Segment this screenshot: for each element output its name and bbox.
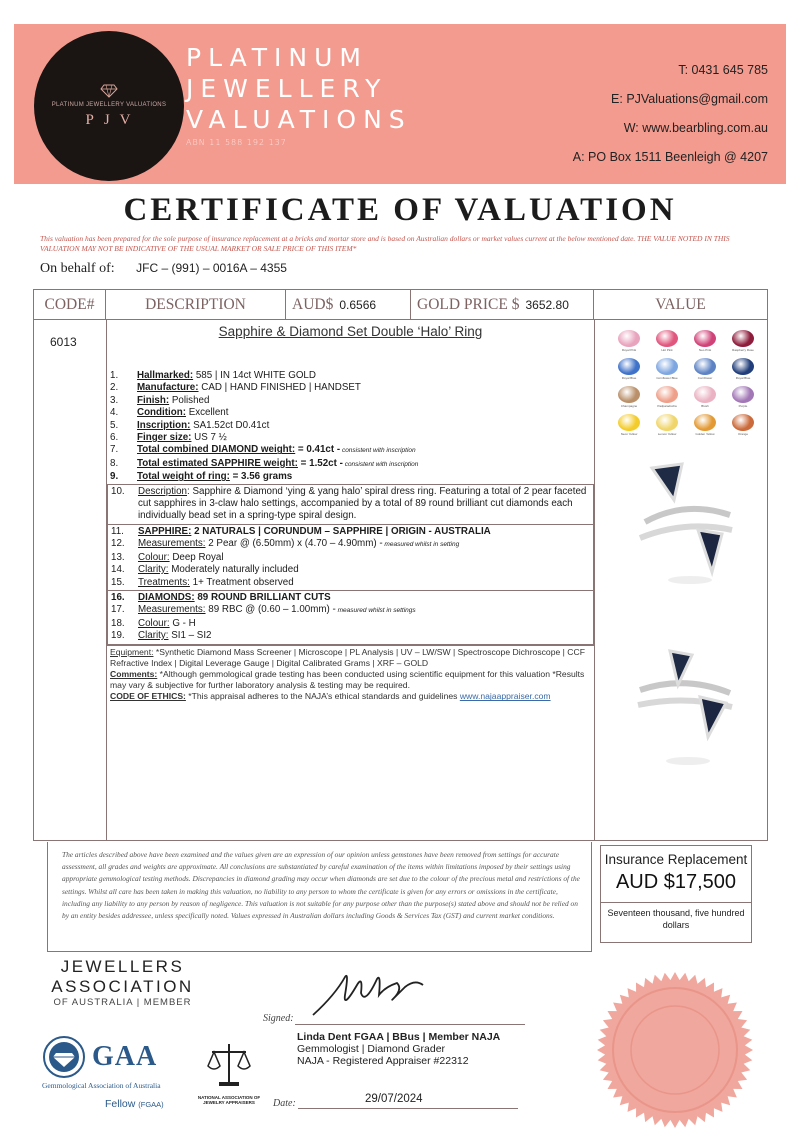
detail-row: 14. Clarity: Moderately naturally included xyxy=(111,564,299,576)
valuation-disclaimer: This valuation has been prepared for the sole purpose of insurance replacement at a bricks and mortar store and is based on Australian dollars or market values current at the below mentioned date. THE VALUE NOTED IN THIS VALUATION MAY NOT BE INDICATIVE OF THE USUAL MARKET OR SALE PRICE OF THIS ITEM* xyxy=(40,234,730,253)
item-details xyxy=(107,370,594,703)
insurance-replacement-box xyxy=(600,845,752,943)
comments-text: *Although gemmological grade testing has been conducted using scientific equipment for this valuation *Results may vary & subjective for further laboratory analysis & testing may be required. xyxy=(110,668,585,691)
certificate-title: CERTIFICATE OF VALUATION xyxy=(123,192,677,228)
detail-row: 13. Colour: Deep Royal xyxy=(111,551,224,563)
gem-swatch xyxy=(692,414,718,436)
detail-row: 15. Treatments: 1+ Treatment observed xyxy=(111,576,294,588)
gem-swatch xyxy=(692,358,718,380)
jaa-line2: ASSOCIATION xyxy=(51,977,194,996)
signed-label: Signed: xyxy=(263,1013,294,1024)
header-code: CODE# xyxy=(34,290,106,319)
gem-label: Cornflower xyxy=(697,376,713,380)
signatory-role: Gemmologist | Diamond Grader xyxy=(297,1043,446,1056)
header-aud xyxy=(286,290,411,319)
naja-link[interactable]: www.najaappraiser.com xyxy=(459,691,551,702)
header-gold-value: 3652.80 xyxy=(525,297,569,312)
sapphire-section xyxy=(107,525,594,591)
gem-swatch xyxy=(692,386,718,408)
gem-stone-icon xyxy=(656,358,678,375)
gem-row xyxy=(616,386,756,408)
gem-label: Raspberry Rose xyxy=(732,348,754,352)
gem-swatch xyxy=(616,358,642,380)
detail-row: 11. SAPPHIRE: 2 NATURALS | CORUNDUM – SAPPHIRE | ORIGIN - AUSTRALIA xyxy=(111,525,491,537)
ethics-text: *This appraisal adheres to the NAJA’s ethical standards and guidelines xyxy=(185,691,460,702)
description-row: 10. Description: Sapphire & Diamond ‘ying & yang halo’ spiral dress ring. Featuring a total of 2 pear faceted cut sapphires in 3-claw halo settings, accompanied by a total of 89 round brilliant cut diamonds each individually bead set in a spring-type spiral design. xyxy=(107,484,594,525)
gem-swatch xyxy=(730,330,756,352)
detail-row: 8. Total estimated SAPPHIRE weight: = 1.52ct - consistent with inscription xyxy=(110,457,419,469)
date-value: 29/07/2024 xyxy=(365,1093,423,1105)
company-seal xyxy=(575,955,785,1135)
jaa-line1: JEWELLERS xyxy=(60,957,185,976)
gem-stone-icon xyxy=(656,414,678,431)
logo-initials: PJV xyxy=(85,111,141,128)
gaa-emblem-icon xyxy=(42,1035,86,1079)
fellow-suffix: (FGAA) xyxy=(138,1100,164,1109)
detail-row: 18. Colour: G - H xyxy=(111,617,196,629)
gem-label: Padparadscha xyxy=(657,404,677,408)
behalf-label: On behalf of: xyxy=(40,261,115,276)
ethics-label: CODE OF ETHICS: xyxy=(110,691,186,702)
detail-row: 12. Measurements: 2 Pear @ (6.50mm) x (4.70 – 4.90mm) - measured whilst in setting xyxy=(111,538,460,550)
date-label: Date: xyxy=(273,1098,296,1109)
phone: T: 0431 645 785 xyxy=(678,63,768,77)
equipment-text: *Synthetic Diamond Mass Screener | Microscope | PL Analysis | UV – LW/SW | Spectroscope Dichroscope | CCF Refractive Index | Digital Leverage Gauge | Digital Calibrated Grams | XRF – GOLD xyxy=(110,646,585,668)
brand-line-1: PLATINUM xyxy=(186,43,368,72)
sapphire-colour-chart xyxy=(616,330,756,442)
gem-label: Royal Blue xyxy=(735,376,751,380)
header-banner xyxy=(14,24,786,184)
detail-row: 17. Measurements: 89 RBC @ (0.60 – 1.00mm) - measured whilst in settings xyxy=(111,604,416,616)
contact-block xyxy=(573,56,768,172)
gem-stone-icon xyxy=(694,386,716,403)
diamond-section xyxy=(107,591,594,645)
gem-swatch xyxy=(730,414,756,436)
value-divider xyxy=(594,320,595,840)
on-behalf-of xyxy=(40,261,287,277)
gaa-abbr: GAA xyxy=(92,1041,158,1072)
abn-number: ABN 11 588 192 137 xyxy=(186,138,287,147)
gem-swatch xyxy=(654,414,680,436)
detail-row: 6. Finger size: US 7 ½ xyxy=(110,432,227,444)
gem-stone-icon xyxy=(656,386,678,403)
gem-row xyxy=(616,414,756,436)
legal-statement: The articles described above have been examined and the values given are an expression of our opinion unless gemstones have been removed from settings for accurate assessment, all grades and weights are approximate. All conclusions are substantiated by careful examination of the items within limitations imposed by their settings using appropriate gemmological testing methods. Discrepancies in diamond grading may occur when diamonds are set due to the colour of the precious metal and restrictions of the settings. Whilst all care has been taken in making this valuation, no liability to any person to whom the certificate is given for any errors or omissions in the certificate, including any liability to any person by reason of negligence. This valuation is not suitable for any purpose other than the purpose(s) stated above and should not be relied on by an entity besides addressee, unless specifically noted. Values expressed in Australian dollars including Goods & Services Tax (GST) and current market conditions. xyxy=(62,850,580,921)
detail-row: 2. Manufacture: CAD | HAND FINISHED | HANDSET xyxy=(110,382,361,394)
insurance-heading: Insurance Replacement xyxy=(604,852,748,867)
signature-line xyxy=(295,1024,525,1025)
behalf-value: JFC – (991) – 0016A – 4355 xyxy=(136,261,287,275)
gem-stone-icon xyxy=(694,330,716,347)
naja-text: NATIONAL ASSOCIATION OF JEWELRY APPRAISERS xyxy=(197,1095,261,1105)
gem-label: Orange xyxy=(737,432,748,436)
detail-row: 9. Total weight of ring: = 3.56 grams xyxy=(110,471,293,483)
insurance-amount: AUD $17,500 xyxy=(615,871,737,893)
gem-label: Royal Blue xyxy=(621,376,637,380)
gem-swatch xyxy=(616,386,642,408)
equipment-label: Equipment: xyxy=(110,646,154,657)
header-description: DESCRIPTION xyxy=(106,290,286,319)
logo-small-text: PLATINUM JEWELLERY VALUATIONS xyxy=(51,101,167,108)
gem-stone-icon xyxy=(618,414,640,431)
address: A: PO Box 1511 Beenleigh @ 4207 xyxy=(572,150,768,164)
gem-stone-icon xyxy=(694,414,716,431)
gem-label: Blush xyxy=(701,404,709,408)
signatory xyxy=(297,1031,500,1068)
item-title: Sapphire & Diamond Set Double ‘Halo’ Ring xyxy=(218,324,483,339)
fellow-badge xyxy=(105,1098,164,1110)
header-aud-label: AUD$ xyxy=(292,295,334,313)
insurance-amount-words: Seventeen thousand, five hundred dollars xyxy=(601,902,751,931)
website: W: www.bearbling.com.au xyxy=(623,121,768,135)
gem-label: Cornflower Blue xyxy=(656,376,678,380)
gem-stone-icon xyxy=(732,386,754,403)
signature xyxy=(305,965,435,1025)
header-gold-label: GOLD PRICE $ xyxy=(417,295,520,313)
header-gold-price xyxy=(411,290,594,319)
signatory-registration: NAJA - Registered Appraiser #22312 xyxy=(297,1055,469,1068)
brand-line-3: VALUATIONS xyxy=(186,105,412,134)
detail-row: 5. Inscription: SA1.52ct D0.41ct xyxy=(110,419,270,431)
gem-swatch xyxy=(654,330,680,352)
gem-stone-icon xyxy=(694,358,716,375)
email: E: PJValuations@gmail.com xyxy=(611,92,768,106)
valuation-table xyxy=(33,289,768,841)
brand-line-2: JEWELLERY xyxy=(186,74,388,103)
gem-swatch xyxy=(616,330,642,352)
ring-photo-side xyxy=(630,645,740,770)
brand-name xyxy=(186,42,412,147)
equipment-notes xyxy=(107,645,594,703)
gem-label: Neon Yellow xyxy=(620,432,638,436)
gem-stone-icon xyxy=(656,330,678,347)
gem-stone-icon xyxy=(618,386,640,403)
detail-row: 16. DIAMONDS: 89 ROUND BRILLIANT CUTS xyxy=(111,591,331,603)
gem-stone-icon xyxy=(732,414,754,431)
header-aud-value: 0.6566 xyxy=(339,297,377,312)
gem-label: Golden Yellow xyxy=(695,432,715,436)
item-code: 6013 xyxy=(50,335,77,349)
detail-row: 4. Condition: Excellent xyxy=(110,407,229,419)
gem-stone-icon xyxy=(732,330,754,347)
gem-swatch xyxy=(616,414,642,436)
gem-row xyxy=(616,358,756,380)
diamond-icon xyxy=(100,84,118,98)
naja-logo xyxy=(188,1040,270,1105)
gem-stone-icon xyxy=(732,358,754,375)
comments-label: Comments: xyxy=(110,668,158,679)
gaa-logo xyxy=(42,1035,182,1090)
gem-label: Champagne xyxy=(620,404,638,408)
gem-label: Lemon Yellow xyxy=(657,432,677,436)
fellow-label: Fellow xyxy=(105,1098,136,1110)
gem-swatch xyxy=(730,386,756,408)
gaa-full-name: Gemmological Association of Australia xyxy=(42,1081,161,1090)
gem-swatch xyxy=(730,358,756,380)
ring-photo-front xyxy=(630,460,740,590)
gem-label: Neo Pink xyxy=(698,348,712,352)
jaa-logo xyxy=(40,957,205,1008)
gem-swatch xyxy=(654,386,680,408)
header-value: VALUE xyxy=(655,295,706,313)
table-header xyxy=(34,290,767,320)
detail-row: 3. Finish: Polished xyxy=(110,394,210,406)
gem-swatch xyxy=(692,330,718,352)
gem-stone-icon xyxy=(618,358,640,375)
gem-swatch xyxy=(654,358,680,380)
date-line xyxy=(298,1108,518,1109)
detail-row: 1. Hallmarked: 585 | IN 14ct WHITE GOLD xyxy=(110,370,316,381)
gem-label: Royal Pink xyxy=(621,348,637,352)
gem-label: Hot Pink xyxy=(661,348,673,352)
gem-stone-icon xyxy=(618,330,640,347)
detail-row: 7. Total combined DIAMOND weight: = 0.41ct - consistent with inscription xyxy=(110,444,416,456)
gem-row xyxy=(616,330,756,352)
gem-label: Purple xyxy=(738,404,748,408)
detail-row: 19. Clarity: SI1 – SI2 xyxy=(111,630,212,642)
scales-icon xyxy=(204,1040,254,1090)
signatory-name: Linda Dent FGAA | BBus | Member NAJA xyxy=(297,1031,501,1043)
jaa-line3: OF AUSTRALIA | MEMBER xyxy=(53,997,192,1008)
pjv-logo xyxy=(34,31,184,181)
